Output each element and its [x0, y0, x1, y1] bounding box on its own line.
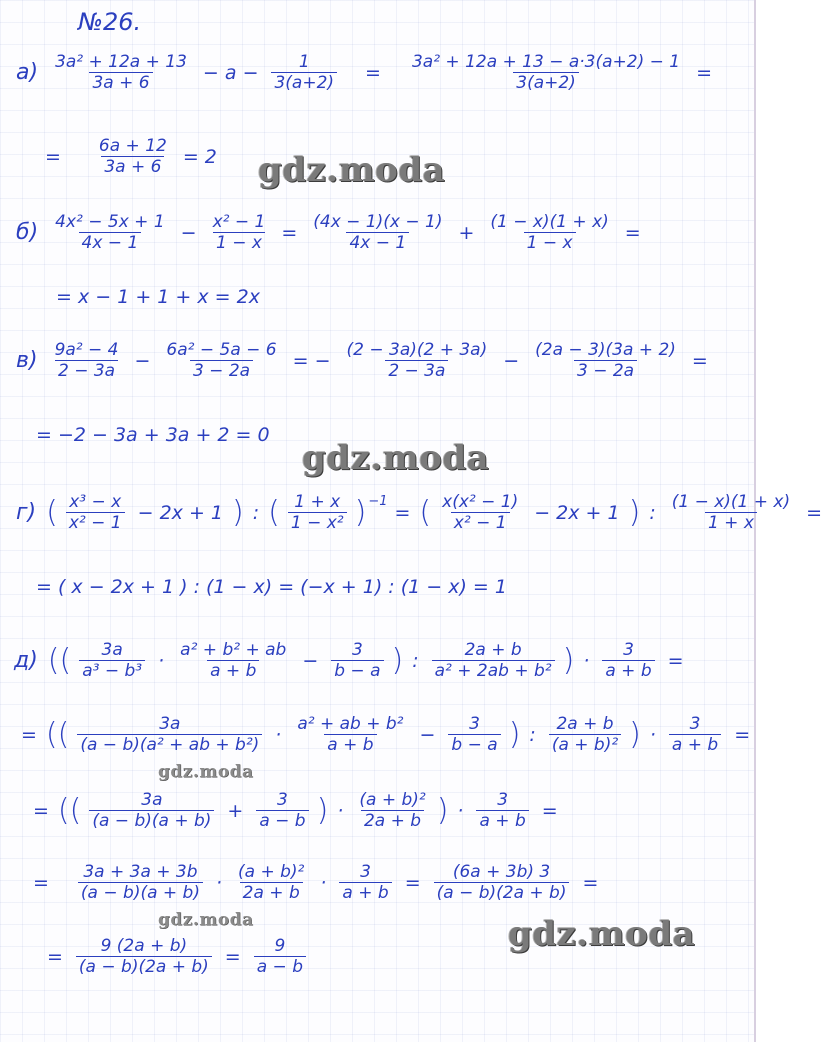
- denominator: 3a + 6: [101, 156, 164, 177]
- item-d-line-2: [14, 714, 757, 755]
- fraction: [52, 52, 190, 93]
- numerator: (4x − 1)(x − 1): [313, 212, 443, 232]
- multiplication-dot: ·: [275, 723, 282, 746]
- numerator: 3: [360, 862, 371, 882]
- denominator: a − b: [256, 810, 308, 831]
- denominator: 3a + 6: [89, 72, 152, 93]
- denominator: a + b: [339, 882, 391, 903]
- fraction: [79, 640, 145, 681]
- multiplication-dot: ·: [649, 723, 656, 746]
- fraction: [439, 492, 521, 533]
- equals-sign: =: [224, 945, 241, 968]
- numerator: 1 + x: [294, 492, 341, 512]
- numerator: 3: [277, 790, 288, 810]
- item-g-line-1: [16, 492, 829, 533]
- numerator: 6a² − 5a − 6: [166, 340, 277, 360]
- fraction: [487, 212, 611, 253]
- fraction: [434, 862, 570, 903]
- numerator: 3: [497, 790, 509, 810]
- operator: +: [227, 799, 244, 822]
- fraction: [256, 790, 308, 831]
- equals-sign: =: [45, 145, 61, 168]
- denominator: a² + 2ab + b²: [432, 660, 555, 681]
- item-g-label: г): [16, 500, 37, 525]
- close-paren: ): [629, 717, 641, 752]
- item-v-line-1: [16, 340, 715, 381]
- equals-sign: =: [582, 871, 599, 894]
- denominator: 1 − x: [213, 232, 265, 253]
- fraction: [310, 212, 445, 253]
- operator: −: [134, 349, 151, 372]
- equals-sign: =: [21, 723, 37, 746]
- numerator: 3a: [101, 640, 123, 660]
- fraction: [331, 640, 383, 681]
- watermark: gdz.moda: [258, 150, 446, 190]
- fraction: [602, 640, 654, 681]
- fraction: [294, 714, 406, 755]
- division-sign: :: [252, 501, 260, 524]
- operator: − a −: [202, 61, 259, 84]
- fraction: [77, 714, 262, 755]
- operator: −: [503, 349, 520, 372]
- numerator: 9: [274, 936, 286, 956]
- fraction: [344, 340, 491, 381]
- equals-sign: =: [541, 799, 558, 822]
- fraction: [476, 790, 528, 831]
- numerator: 3a: [141, 790, 163, 810]
- denominator: 1 + x: [705, 512, 757, 533]
- denominator: 2a + b: [361, 810, 424, 831]
- numerator: 3: [623, 640, 634, 660]
- fraction: [669, 492, 793, 533]
- fraction: [66, 492, 125, 533]
- item-a-line-1: [16, 52, 719, 93]
- watermark: gdz.moda: [158, 762, 254, 782]
- fraction: [235, 862, 307, 903]
- equals-sign: =: [47, 945, 63, 968]
- equals-sign: =: [33, 871, 49, 894]
- item-d-line-1: [14, 640, 691, 681]
- denominator: x² − 1: [451, 512, 510, 533]
- numerator: 2a + b: [556, 714, 614, 734]
- fraction: [210, 212, 269, 253]
- numerator: 3a + 3a + 3b: [83, 862, 198, 882]
- equals-sign: =: [281, 221, 298, 244]
- item-b-line-1: [16, 212, 648, 253]
- denominator: 2a + b: [240, 882, 303, 903]
- numerator: (a + b)²: [238, 862, 305, 882]
- item-d-line-4: [26, 862, 605, 903]
- equals-sign: =: [404, 871, 421, 894]
- numerator: (a + b)²: [359, 790, 426, 810]
- item-b-line-2: = x − 1 + 1 + x = 2x: [56, 286, 260, 308]
- numerator: (2 − 3a)(2 + 3a): [346, 340, 488, 360]
- open-paren: (: [268, 495, 280, 530]
- division-sign: :: [529, 723, 536, 746]
- numerator: 1: [298, 52, 310, 72]
- denominator: b − a: [448, 734, 500, 755]
- denominator: 2 − 3a: [55, 360, 118, 381]
- item-a-line-2: [38, 136, 224, 177]
- multiplication-dot: ·: [215, 871, 223, 894]
- equals-sign: =: [734, 723, 751, 746]
- multiplication-dot: ·: [158, 649, 165, 672]
- equals-sign: =: [365, 61, 381, 84]
- close-paren: ): [354, 495, 367, 530]
- multiplication-dot: ·: [337, 799, 344, 822]
- equals-sign: =: [696, 61, 713, 84]
- numerator: (6a + 3b) 3: [452, 862, 551, 882]
- fraction: [89, 790, 214, 831]
- fraction: [549, 714, 621, 755]
- fraction: [432, 640, 555, 681]
- fraction: [78, 862, 203, 903]
- denominator: 4x − 1: [79, 232, 142, 253]
- denominator: 3(a+2): [513, 72, 579, 93]
- operator: −: [180, 221, 197, 244]
- operator: − 2x + 1: [137, 501, 224, 524]
- fraction: [271, 52, 337, 93]
- denominator: a + b: [476, 810, 528, 831]
- denominator: b − a: [331, 660, 383, 681]
- multiplication-dot: ·: [457, 799, 464, 822]
- open-paren: ((: [47, 643, 72, 678]
- item-g-line-2: = ( x − 2x + 1 ) : (1 − x) = (−x + 1) : (1 − x) = 1: [36, 576, 507, 598]
- open-paren: (: [419, 495, 432, 530]
- close-paren: ): [436, 793, 449, 828]
- numerator: a² + ab + b²: [297, 714, 404, 734]
- close-paren: ): [628, 495, 641, 530]
- close-paren: ): [508, 717, 521, 752]
- close-paren: ): [562, 643, 575, 678]
- denominator: (a − b)(2a + b): [76, 956, 212, 977]
- watermark: gdz.moda: [508, 914, 696, 954]
- fraction: [52, 340, 122, 381]
- equals-sign: =: [624, 221, 641, 244]
- operator: −: [419, 723, 436, 746]
- numerator: x³ − x: [69, 492, 122, 512]
- fraction: [356, 790, 428, 831]
- fraction: [409, 52, 683, 93]
- numerator: 2a + b: [464, 640, 522, 660]
- numerator: (2a − 3)(3a + 2): [535, 340, 676, 360]
- denominator: 4x − 1: [346, 232, 409, 253]
- denominator: 1 − x: [524, 232, 576, 253]
- problem-number: №26.: [78, 8, 142, 36]
- denominator: (a − b)(a + b): [89, 810, 214, 831]
- numerator: 3a: [159, 714, 181, 734]
- fraction: [288, 492, 347, 533]
- denominator: a³ − b³: [79, 660, 145, 681]
- fraction: [52, 212, 168, 253]
- item-d-line-5: [40, 936, 312, 977]
- fraction: [254, 936, 306, 977]
- numerator: a² + b² + ab: [180, 640, 287, 660]
- denominator: a + b: [669, 734, 721, 755]
- denominator: a + b: [324, 734, 376, 755]
- numerator: 3a² + 12a + 13 − a·3(a+2) − 1: [411, 52, 681, 72]
- fraction: [448, 714, 500, 755]
- operator: +: [458, 221, 475, 244]
- item-a-label: а): [16, 60, 39, 85]
- close-paren: ): [232, 495, 244, 530]
- numerator: 6a + 12: [98, 136, 167, 156]
- fraction: [177, 640, 289, 681]
- open-paren: ((: [57, 793, 82, 828]
- fraction: [96, 136, 170, 177]
- division-sign: :: [649, 501, 656, 524]
- denominator: 3(a+2): [271, 72, 337, 93]
- equals-sign: =: [394, 501, 411, 524]
- numerator: 3: [351, 640, 363, 660]
- fraction: [339, 862, 391, 903]
- item-d-label: д): [14, 648, 38, 673]
- denominator: a + b: [602, 660, 654, 681]
- denominator: (a + b)²: [549, 734, 621, 755]
- denominator: x² − 1: [66, 512, 125, 533]
- fraction: [532, 340, 679, 381]
- denominator: 2 − 3a: [385, 360, 448, 381]
- denominator: (a − b)(a + b): [78, 882, 203, 903]
- close-paren: ): [316, 793, 329, 828]
- denominator: (a − b)(2a + b): [434, 882, 570, 903]
- item-v-line-2: = −2 − 3a + 3a + 2 = 0: [36, 424, 270, 446]
- numerator: 4x² − 5x + 1: [55, 212, 165, 232]
- multiplication-dot: ·: [320, 871, 327, 894]
- numerator: (1 − x)(1 + x): [490, 212, 609, 232]
- numerator: (1 − x)(1 + x): [671, 492, 791, 512]
- numerator: 3: [689, 714, 701, 734]
- operator: −: [302, 649, 319, 672]
- numerator: x² − 1: [212, 212, 266, 232]
- numerator: 3a² + 12a + 13: [55, 52, 187, 72]
- denominator: (a − b)(a² + ab + b²): [77, 734, 262, 755]
- operator: − 2x + 1: [534, 501, 620, 524]
- fraction: [669, 714, 721, 755]
- equals-sign: =: [33, 799, 49, 822]
- item-b-label: б): [16, 220, 39, 245]
- numerator: 3: [469, 714, 480, 734]
- watermark: gdz.moda: [302, 438, 490, 478]
- close-paren: ): [391, 643, 404, 678]
- numerator: x(x² − 1): [442, 492, 519, 512]
- open-paren: ((: [45, 717, 70, 752]
- fraction: [76, 936, 212, 977]
- item-v-label: в): [16, 348, 38, 373]
- result: = 2: [182, 145, 217, 168]
- open-paren: (: [46, 495, 58, 530]
- equals-sign: = −: [292, 349, 331, 372]
- watermark: gdz.moda: [158, 910, 254, 930]
- denominator: 1 − x²: [288, 512, 347, 533]
- denominator: 3 − 2a: [574, 360, 637, 381]
- numerator: 9 (2a + b): [100, 936, 188, 956]
- equals-sign: =: [667, 649, 684, 672]
- item-d-line-3: [26, 790, 565, 831]
- equals-sign: =: [806, 501, 823, 524]
- numerator: 9a² − 4: [54, 340, 119, 360]
- exponent: −1: [368, 494, 388, 509]
- denominator: 3 − 2a: [190, 360, 253, 381]
- fraction: [163, 340, 279, 381]
- multiplication-dot: ·: [583, 649, 590, 672]
- equals-sign: =: [691, 349, 708, 372]
- denominator: a − b: [254, 956, 306, 977]
- division-sign: :: [412, 649, 419, 672]
- denominator: a + b: [207, 660, 259, 681]
